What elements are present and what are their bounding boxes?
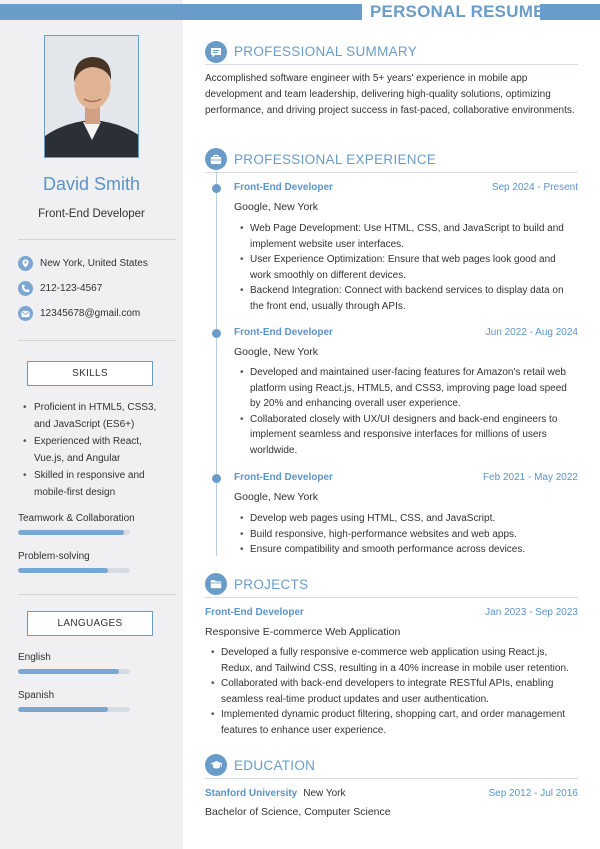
list-item: • User Experience Optimization: Ensure that web pages look good and work smoothly on different devices. [238,252,578,283]
projects-title: PROJECTS [234,577,309,592]
phone-icon [18,281,33,296]
job-bullets [238,221,578,314]
header-bar-left [0,4,362,20]
contact-phone [18,281,102,296]
job-title: Front-End Developer [234,327,333,338]
education-city: New York [303,788,346,799]
skill-bar-fill [18,530,124,535]
email-icon [18,306,33,321]
briefcase-icon [205,148,227,170]
experience-title: PROFESSIONAL EXPERIENCE [234,152,437,167]
project-date: Jan 2023 - Sep 2023 [485,607,578,618]
section-divider [205,778,578,779]
education-school-line [205,788,346,799]
contact-email-text: 12345678@gmail.com [40,308,141,319]
contact-location [18,256,148,271]
project-role: Front-End Developer [205,607,304,618]
education-degree: Bachelor of Science, Computer Science [205,806,391,818]
timeline-dot [212,474,221,483]
skill-bar [18,568,130,573]
skills-heading: SKILLS [27,361,153,386]
header-bar-right [540,4,600,20]
education-title: EDUCATION [234,758,316,773]
skill-bar-label: Teamwork & Collaboration [18,513,135,524]
education-school: Stanford University [205,788,298,799]
job-bullets [238,365,578,458]
skill-bar [18,530,130,535]
project-name: Responsive E-commerce Web Application [205,626,401,638]
profile-name: David Smith [42,174,141,194]
sidebar-divider [18,340,176,341]
job-date: Sep 2024 - Present [491,182,578,193]
job-org: Google, New York [234,491,319,503]
education-date: Sep 2012 - Jul 2016 [488,788,578,799]
language-bar-fill [18,669,119,674]
profile-role: Front-End Developer [38,208,145,220]
section-divider [205,597,578,598]
list-item: • Ensure compatibility and smooth performance across devices. [238,542,578,558]
list-item: • Proficient in HTML5, CSS3, and JavaScript (ES6+) [22,399,172,433]
list-item: • Backend Integration: Connect with backend services to display data on the front end, usually through APIs. [238,283,578,314]
sidebar-divider [18,594,176,595]
location-icon [18,256,33,271]
languages-heading: LANGUAGES [27,611,153,636]
job-org: Google, New York [234,201,319,213]
folder-icon [205,573,227,595]
list-item: • Web Page Development: Use HTML, CSS, and JavaScript to build and implement website user interfaces. [238,221,578,252]
list-item: • Build responsive, high-performance websites and web apps. [238,527,578,543]
list-item: • Develop web pages using HTML, CSS, and JavaScript. [238,511,578,527]
list-item: • Developed and maintained user-facing features for Amazon's retail web platform using React.js, HTML5, and CSS3, improving page load speed by 20% and enhancing overall user experience. [238,365,578,412]
contact-location-text: New York, United States [40,258,148,269]
list-item: • Skilled in responsive and mobile-first design [22,467,172,501]
section-divider [205,172,578,173]
job-org: Google, New York [234,346,319,358]
list-item: • Collaborated closely with UX/UI designers and back-end engineers to implement seamless and responsive interfaces for millions of users worldwide. [238,412,578,459]
list-item: • Developed a fully responsive e-commerce web application using React.js, Redux, and Tailwind CSS, resulting in a 40% increase in mobile user retention. [209,645,581,676]
language-bar [18,707,130,712]
list-item: • Experienced with React, Vue.js, and Angular [22,433,172,467]
skill-bar-fill [18,568,108,573]
section-divider [205,64,578,65]
graduation-cap-icon [205,754,227,776]
project-bullets [209,645,581,738]
job-title: Front-End Developer [234,182,333,193]
list-item: • Implemented dynamic product filtering, shopping cart, and order management features to enhance user experience. [209,707,581,738]
language-bar-label: English [18,652,51,663]
timeline-line [216,172,217,556]
timeline-dot [212,184,221,193]
contact-phone-text: 212-123-4567 [40,283,103,294]
language-bar-label: Spanish [18,690,55,701]
summary-icon [205,41,227,63]
summary-title: PROFESSIONAL SUMMARY [234,44,418,59]
job-date: Feb 2021 - May 2022 [482,472,578,483]
contact-email [18,306,140,321]
sidebar-divider [18,239,176,240]
skill-bar-label: Problem-solving [18,551,90,562]
list-item: • Collaborated with back-end developers to integrate RESTful APIs, enabling seamless real-time product updates and user authentication. [209,676,581,707]
language-bar [18,669,130,674]
job-date: Jun 2022 - Aug 2024 [485,327,578,338]
resume-title: PERSONAL RESUME [370,2,545,21]
skills-list [22,399,172,501]
job-title: Front-End Developer [234,472,333,483]
summary-text: Accomplished software engineer with 5+ years' experience in mobile app development and team leadership, delivering high-quality solutions, optimizing performance, and driving project success in fast-paced, collaborative environments. [205,73,575,116]
language-bar-fill [18,707,108,712]
profile-photo [44,35,139,158]
timeline-dot [212,329,221,338]
job-bullets [238,511,578,558]
